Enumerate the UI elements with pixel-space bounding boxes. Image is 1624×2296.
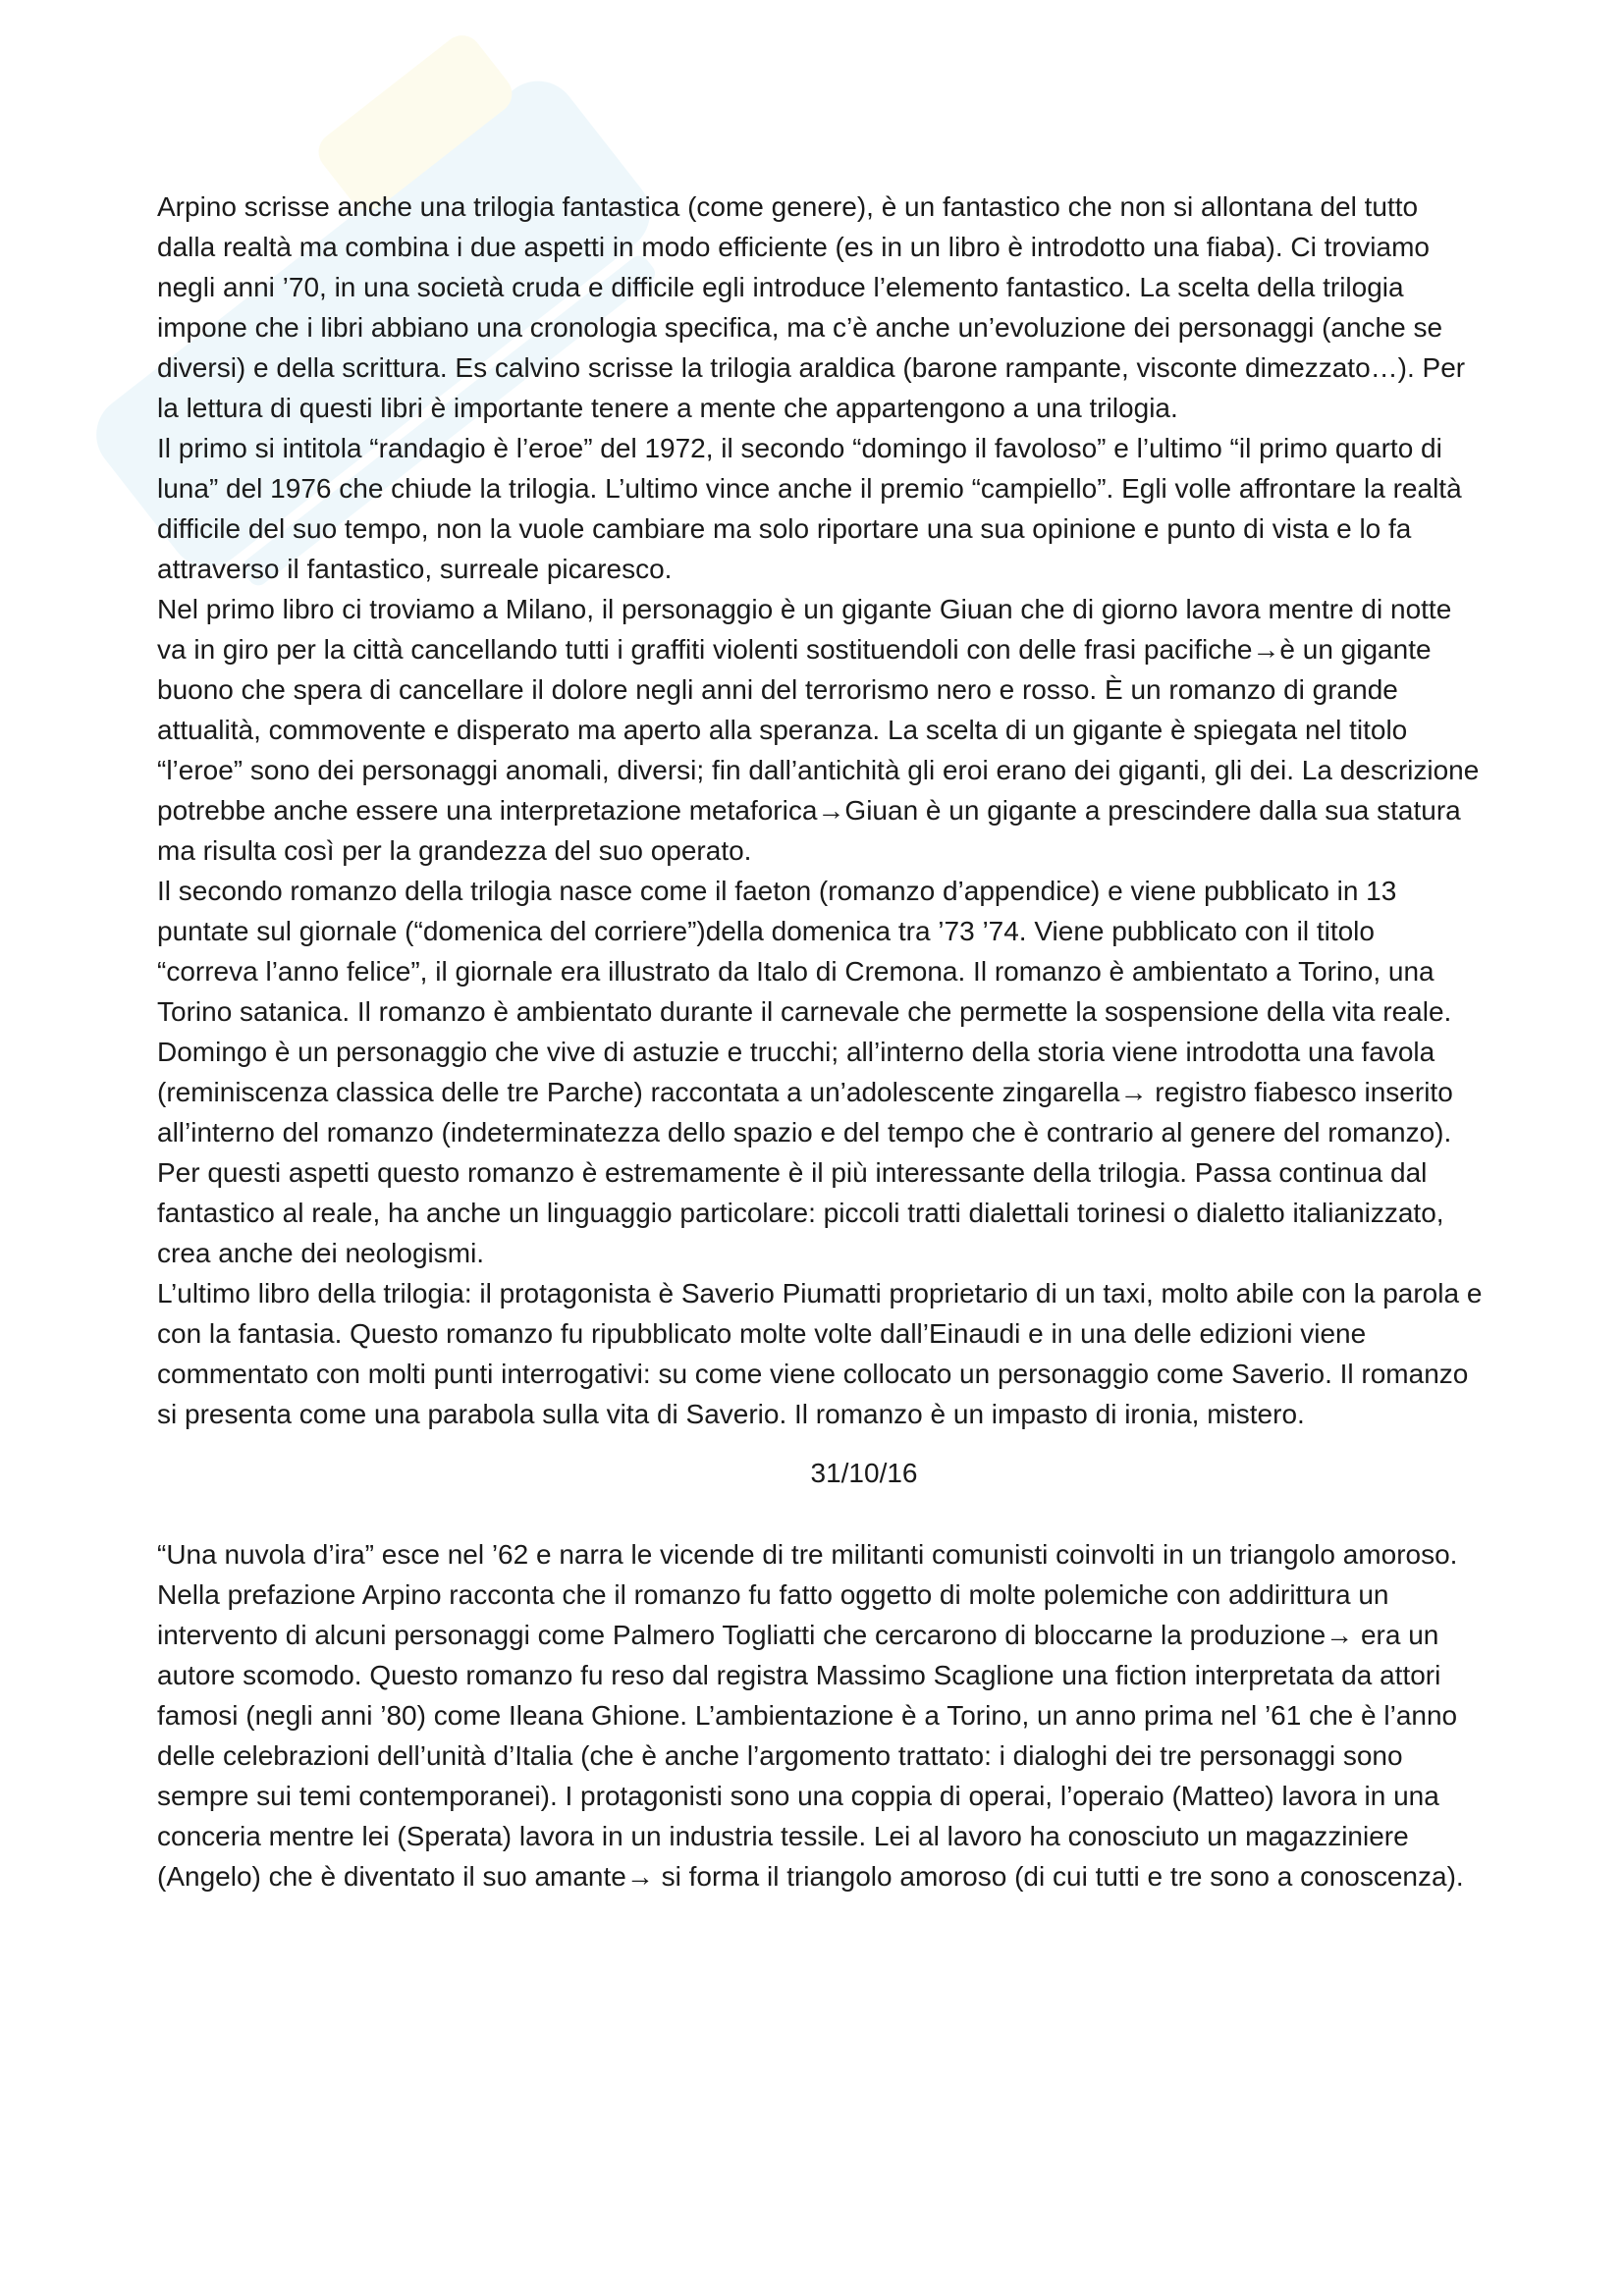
paragraph-nuvola-details: Nella prefazione Arpino racconta che il romanzo fu fatto oggetto di molte polemiche con addirittura un intervento di alcuni personaggi come Palmero Togliatti che cercarono di bloccarne la produzione→ era un autore scomodo. Questo romanzo fu reso dal registra Massimo Scaglione una fiction interpretata da attori famosi (negli anni ’80) come Ileana Ghione. L’ambientazione è a Torino, un anno prima nel ’61 che è l’anno delle celebrazioni dell’unità d’Italia (che è anche l’argomento trattato: i dialoghi dei tre personaggi sono sempre sui temi contemporanei). I protagonisti sono una coppia di operai, l’operaio (Matteo) lavora in una conceria mentre lei (Sperata) lavora in un industria tessile. Lei al lavoro ha conosciuto un magazziniere (Angelo) che è diventato il suo amante→ si forma il triangolo amoroso (di cui tutti e tre sono a conoscenza).: [157, 1579, 1464, 1892]
paragraph-second-novel: Il secondo romanzo della trilogia nasce come il faeton (romanzo d’appendice) e viene pubblicato in 13 puntate sul giornale (“domenica del corriere”)della domenica tra ’73 ’74. Viene pubblicato con il titolo “correva l’anno felice”, il giornale era illustrato da Italo di Cremona. Il romanzo è ambientato a Torino, una Torino satanica. Il romanzo è ambientato durante il carnevale che permette la sospensione della vita reale. Domingo è un personaggio che vive di astuzie e trucchi; all’interno della storia viene introdotta una favola (reminiscenza classica delle tre Parche) raccontata a un’adolescente zingarella→ registro fiabesco inserito all’interno del romanzo (indeterminatezza dello spazio e del tempo che è contrario al genere del romanzo). Per questi aspetti questo romanzo è estremamente è il più interessante della trilogia. Passa continua dal fantastico al reale, ha anche un linguaggio particolare: piccoli tratti dialettali torinesi o dialetto italianizzato, crea anche dei neologismi.: [157, 876, 1453, 1268]
paragraph-trilogy-intro: Arpino scrisse anche una trilogia fantastica (come genere), è un fantastico che non si allontana del tutto dalla realtà ma combina i due aspetti in modo efficiente (es in un libro è introdotto una fiaba). Ci troviamo negli anni ’70, in una società cruda e difficile egli introduce l’elemento fantastico. La scelta della trilogia impone che i libri abbiano una cronologia specifica, ma c’è anche un’evoluzione dei personaggi (anche se diversi) e della scrittura. Es calvino scrisse la trilogia araldica (barone rampante, visconte dimezzato…). Per la lettura di questi libri è importante tenere a mente che appartengono a una trilogia.: [157, 191, 1466, 423]
paragraph-first-novel: Nel primo libro ci troviamo a Milano, il personaggio è un gigante Giuan che di giorno lavora mentre di notte va in giro per la città cancellando tutti i graffiti violenti sostituendoli con delle frasi pacifiche→è un gigante buono che spera di cancellare il dolore negli anni del terrorismo nero e rosso. È un romanzo di grande attualità, commovente e disperato ma aperto alla speranza. La scelta di un gigante è spiegata nel titolo “l’eroe” sono dei personaggi anomali, diversi; fin dall’antichità gli eroi erano dei giganti, gli dei. La descrizione potrebbe anche essere una interpretazione metaforica→Giuan è un gigante a prescindere dalla sua statura ma risulta così per la grandezza del suo operato.: [157, 594, 1480, 866]
lecture-date: 31/10/16: [810, 1458, 918, 1488]
paragraph-last-novel: L’ultimo libro della trilogia: il protagonista è Saverio Piumatti proprietario di un taxi, molto abile con la parola e con la fantasia. Questo romanzo fu ripubblicato molte volte dall’Einaudi e in una delle edizioni viene commentato con molti punti interrogativi: su come viene collocato un personaggio come Saverio. Il romanzo si presenta come una parabola sulla vita di Saverio. Il romanzo è un impasto di ironia, mistero.: [157, 1278, 1483, 1429]
paragraph-nuvola-intro: “Una nuvola d’ira” esce nel ’62 e narra le vicende di tre militanti comunisti coinvolti in un triangolo amoroso.: [157, 1539, 1458, 1570]
document-page: [157, 187, 1483, 1896]
paragraph-first-titles: Il primo si intitola “randagio è l’eroe” del 1972, il secondo “domingo il favoloso” e l’ultimo “il primo quarto di luna” del 1976 che chiude la trilogia. L’ultimo vince anche il premio “campiello”. Egli volle affrontare la realtà difficile del suo tempo, non la vuole cambiare ma solo riportare una sua opinione e punto di vista e lo fa attraverso il fantastico, surreale picaresco.: [157, 433, 1462, 584]
